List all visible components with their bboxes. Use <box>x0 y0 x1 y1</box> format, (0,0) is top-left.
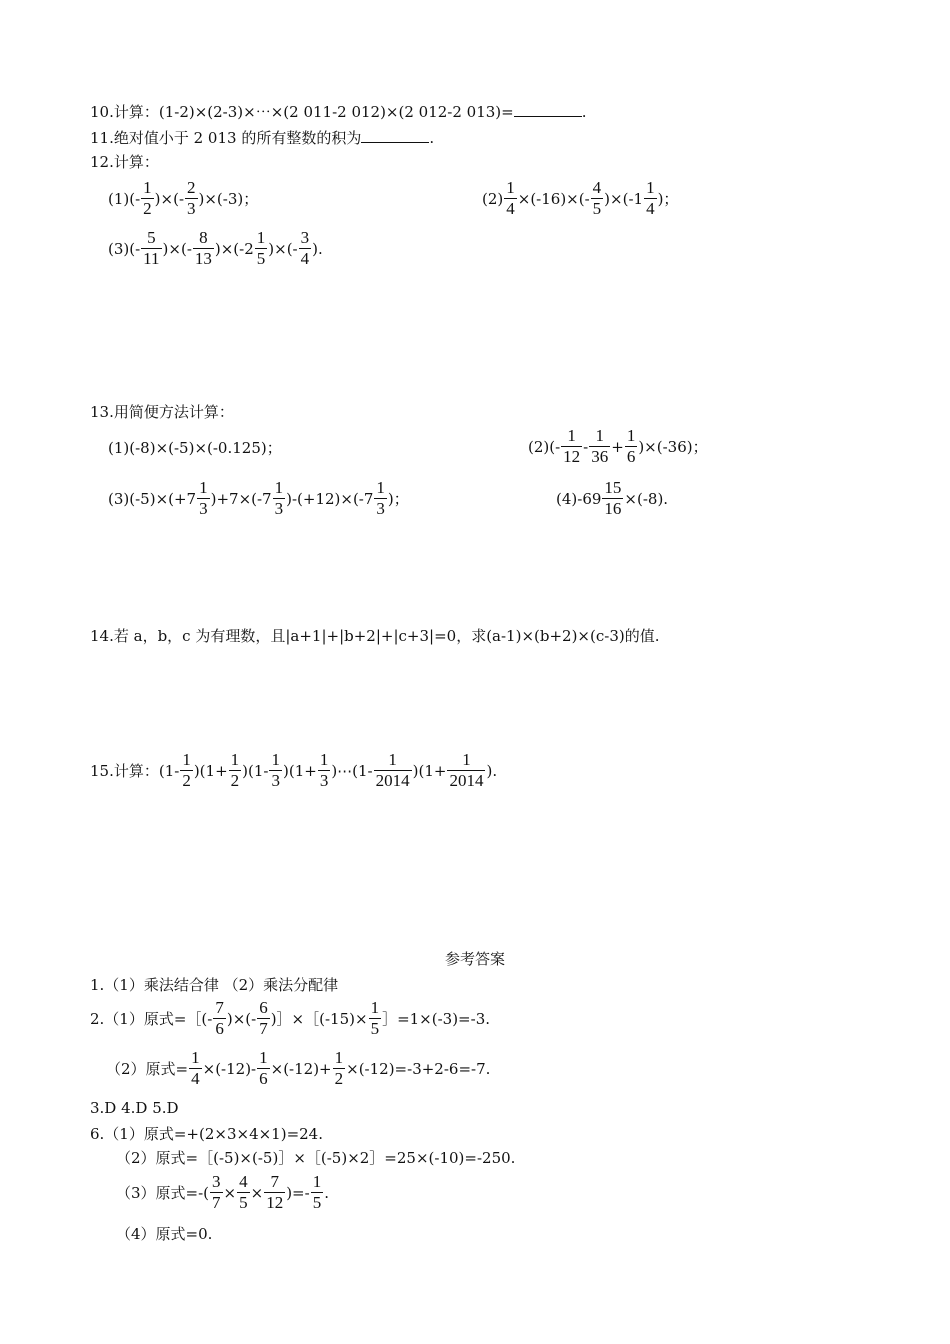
fraction: $\frac{3}{7}$ <box>212 1172 221 1212</box>
fraction: $\frac{1}{5}$ <box>370 998 380 1038</box>
fraction: $\frac{1}{4}$ <box>646 178 655 218</box>
fraction: $\frac{1}{3}$ <box>271 750 280 790</box>
question-12-part-3: (3)(- $\frac{5}{11}$ )×(- $\frac{8}{13}$ )×(-2 $\frac{1}{5}$ )×(- $\frac{3}{4}$ ). <box>108 228 323 268</box>
question-10: 10.计算：(1-2)×(2-3)×⋯×(2 011-2 012)×(2 012-2 013)= . <box>90 103 587 121</box>
fraction: $\frac{5}{11}$ <box>143 228 160 268</box>
answer-blank[interactable] <box>361 128 429 143</box>
answer-3-5: 3.D 4.D 5.D <box>90 1099 179 1117</box>
fraction: $\frac{6}{7}$ <box>259 998 268 1038</box>
fraction: $\frac{1}{6}$ <box>259 1048 268 1088</box>
answer-6-3: （3）原式=-( $\frac{3}{7}$ × $\frac{4}{5}$ × $\frac{7}{12}$ )=- $\frac{1}{5}$ . <box>116 1172 329 1212</box>
fraction: $\frac{1}{2}$ <box>143 178 152 218</box>
fraction: $\frac{1}{36}$ <box>591 426 609 466</box>
question-13-part-2: (2)(- $\frac{1}{12}$ - $\frac{1}{36}$ + $\frac{1}{6}$ )×(-36)； <box>528 426 708 466</box>
fraction: $\frac{1}{5}$ <box>312 1172 322 1212</box>
fraction: $\frac{4}{5}$ <box>239 1172 248 1212</box>
answers-title: 参考答案 <box>444 950 505 968</box>
question-11: 11.绝对值小于 2 013 的所有整数的积为 . <box>90 129 435 147</box>
answer-6-1: 6.（1）原式=+(2×3×4×1)=24. <box>90 1125 323 1143</box>
question-12-part-1: (1)(- $\frac{1}{2}$ )×(- $\frac{2}{3}$ )×(-3)； <box>108 178 259 218</box>
fraction: $\frac{1}{2}$ <box>230 750 240 790</box>
fraction: $\frac{1}{3}$ <box>319 750 329 790</box>
fraction: $\frac{8}{13}$ <box>194 228 212 268</box>
fraction: $\frac{1}{12}$ <box>563 426 581 466</box>
answer-2-1: 2.（1）原式=［(- $\frac{7}{6}$ )×(- $\frac{6}{7}$ )］×［(-15)× $\frac{1}{5}$ ］=1×(-3)=-3. <box>90 998 491 1038</box>
fraction: $\frac{1}{2014}$ <box>449 750 484 790</box>
question-12-title: 12.计算： <box>90 153 159 171</box>
fraction: $\frac{1}{5}$ <box>256 228 266 268</box>
question-11-text: 11.绝对值小于 2 013 的所有整数的积为 <box>90 129 362 147</box>
answer-blank[interactable] <box>514 102 582 117</box>
fraction: $\frac{1}{3}$ <box>274 478 284 518</box>
answer-2-2: （2）原式= $\frac{1}{4}$ ×(-12)- $\frac{1}{6}$ ×(-12)+ $\frac{1}{2}$ ×(-12)=-3+2-6=-7. <box>106 1048 491 1088</box>
question-15: 15.计算：(1- $\frac{1}{2}$ )(1+ $\frac{1}{2}$ )(1- $\frac{1}{3}$ )(1+ $\frac{1}{3}$ )⋯(1- $\frac{1}{2014}$ )(1+ $\frac{1}{2014}$ ). <box>90 750 498 790</box>
fraction: $\frac{15}{16}$ <box>604 478 622 518</box>
answer-1: 1.（1）乘法结合律 （2）乘法分配律 <box>90 976 339 994</box>
fraction: $\frac{1}{3}$ <box>376 478 385 518</box>
fraction: $\frac{7}{12}$ <box>266 1172 284 1212</box>
answer-6-4: （4）原式=0. <box>116 1225 213 1243</box>
question-14: 14.若 a，b，c 为有理数，且|a+1|+|b+2|+|c+3|=0，求(a-1)×(b+2)×(c-3)的值. <box>90 627 660 645</box>
fraction: $\frac{3}{4}$ <box>300 228 310 268</box>
fraction: $\frac{1}{2}$ <box>182 750 191 790</box>
answer-6-2: （2）原式=［(-5)×(-5)］×［(-5)×2］=25×(-10)=-250. <box>116 1149 516 1167</box>
fraction: $\frac{1}{2014}$ <box>375 750 410 790</box>
fraction: $\frac{7}{6}$ <box>215 998 224 1038</box>
question-13-part-1: (1)(-8)×(-5)×(-0.125)； <box>108 439 282 457</box>
question-13-part-4: (4)-69 $\frac{15}{16}$ ×(-8). <box>556 478 669 518</box>
question-10-text: 10.计算：(1-2)×(2-3)×⋯×(2 011-2 012)×(2 012-2 013)= <box>90 103 514 121</box>
question-12-part-2: (2) $\frac{1}{4}$ ×(-16)×(- $\frac{4}{5}$ )×(-1 $\frac{1}{4}$ )； <box>482 178 679 218</box>
fraction: $\frac{1}{3}$ <box>199 478 208 518</box>
fraction: $\frac{1}{4}$ <box>506 178 515 218</box>
fraction: $\frac{4}{5}$ <box>592 178 602 218</box>
fraction: $\frac{1}{6}$ <box>626 426 636 466</box>
question-13-title: 13.用简便方法计算： <box>90 403 234 421</box>
fraction: $\frac{2}{3}$ <box>187 178 196 218</box>
fraction: $\frac{1}{2}$ <box>334 1048 344 1088</box>
fraction: $\frac{1}{4}$ <box>191 1048 200 1088</box>
question-13-part-3: (3)(-5)×(+7 $\frac{1}{3}$ )+7×(-7 $\frac{1}{3}$ )-(+12)×(-7 $\frac{1}{3}$ )； <box>108 478 409 518</box>
